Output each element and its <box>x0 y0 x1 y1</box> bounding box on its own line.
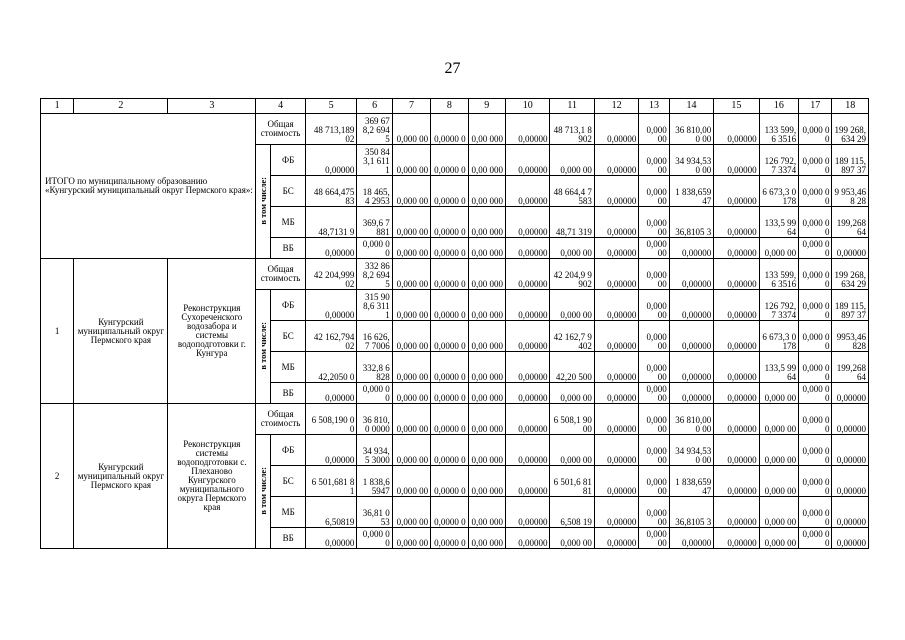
including-label-cell <box>256 435 271 549</box>
value-cell: 0,000 00 <box>550 383 594 404</box>
section-total-row <box>41 404 869 435</box>
value-cell: 0,00 000 <box>468 238 505 259</box>
value-cell: 369 678,2 6945 <box>357 114 392 145</box>
value-cell: 0,00000 <box>594 321 638 352</box>
value-cell: 369,6 7881 <box>357 207 392 238</box>
value-cell: 0,00000 <box>305 145 357 176</box>
value-cell: 0,0000 0 <box>431 352 468 383</box>
value-cell: 0,00000 <box>505 207 549 238</box>
value-cell: 0,000 00 <box>392 238 430 259</box>
value-cell: 0,000 00 <box>639 176 669 207</box>
value-cell: 0,00000 <box>594 259 638 290</box>
value-cell: 0,0000 0 <box>431 404 468 435</box>
value-cell: 0,000 00 <box>799 290 832 321</box>
value-cell: 48,71 319 <box>550 207 594 238</box>
value-cell: 48 664,4 7583 <box>550 176 594 207</box>
value-cell: 0,000 00 <box>550 238 594 259</box>
value-cell: 0,000 00 <box>392 435 430 466</box>
value-cell: 0,00000 <box>594 404 638 435</box>
value-cell: 48 713,1 8902 <box>550 114 594 145</box>
value-cell: 36,8105 3 <box>669 497 713 528</box>
value-cell: 0,000 00 <box>799 528 832 549</box>
table-body <box>41 99 869 549</box>
value-cell: 0,00000 <box>594 435 638 466</box>
value-cell: 189 115,897 37 <box>832 290 869 321</box>
value-cell: 0,000 00 <box>392 321 430 352</box>
value-cell: 0,00000 <box>714 321 759 352</box>
total-cost-label: Общая стоимость <box>256 404 306 435</box>
value-cell: 332,8 6828 <box>357 352 392 383</box>
municipality-name: Кунгурский муниципальный округ Пермского края <box>74 404 168 549</box>
value-cell: 0,000 00 <box>392 352 430 383</box>
value-cell: 6 673,3 0178 <box>759 321 798 352</box>
header-cell: 7 <box>392 99 430 114</box>
value-cell: 0,00000 <box>505 321 549 352</box>
value-cell: 42 204,999 02 <box>305 259 357 290</box>
funding-source-label: ВБ <box>271 383 305 404</box>
value-cell: 0,00000 <box>669 290 713 321</box>
value-cell: 0,00 000 <box>468 352 505 383</box>
value-cell: 1 838,6 5947 <box>357 466 392 497</box>
value-cell: 0,000 00 <box>639 497 669 528</box>
value-cell: 0,000 00 <box>639 383 669 404</box>
value-cell: 199,268 64 <box>832 207 869 238</box>
serial-number: 2 <box>41 404 74 549</box>
value-cell: 0,000 00 <box>550 435 594 466</box>
value-cell: 0,0000 0 <box>431 497 468 528</box>
value-cell: 0,000 00 <box>639 466 669 497</box>
value-cell: 0,00 000 <box>468 290 505 321</box>
value-cell: 0,000 00 <box>799 259 832 290</box>
value-cell: 0,000 00 <box>392 176 430 207</box>
funding-source-label: БС <box>271 466 305 497</box>
value-cell: 0,000 00 <box>799 176 832 207</box>
page-number: 27 <box>444 60 461 77</box>
value-cell: 0,00000 <box>714 207 759 238</box>
value-cell: 0,000 00 <box>799 145 832 176</box>
value-cell: 0,000 00 <box>639 290 669 321</box>
value-cell: 6 508,1 9000 <box>550 404 594 435</box>
value-cell: 36,8105 3 <box>669 207 713 238</box>
header-cell: 14 <box>669 99 713 114</box>
value-cell: 0,00000 <box>594 238 638 259</box>
value-cell: 0,00000 <box>669 238 713 259</box>
value-cell: 0,000 00 <box>550 290 594 321</box>
value-cell: 0,0000 0 <box>431 259 468 290</box>
value-cell: 0,000 00 <box>639 238 669 259</box>
value-cell: 0,00000 <box>505 176 549 207</box>
value-cell: 48,7131 9 <box>305 207 357 238</box>
value-cell: 0,00 000 <box>468 466 505 497</box>
value-cell: 0,000 00 <box>799 238 832 259</box>
value-cell: 0,00000 <box>305 383 357 404</box>
value-cell: 0,0000 0 <box>431 383 468 404</box>
value-cell: 42 204,9 9902 <box>550 259 594 290</box>
value-cell: 0,00000 <box>714 404 759 435</box>
value-cell: 6 508,190 00 <box>305 404 357 435</box>
value-cell: 0,00000 <box>669 352 713 383</box>
value-cell: 42 162,7 9402 <box>550 321 594 352</box>
value-cell: 0,000 00 <box>799 404 832 435</box>
value-cell: 0,00000 <box>714 435 759 466</box>
value-cell: 34 934,530 00 <box>669 145 713 176</box>
value-cell: 0,00000 <box>832 497 869 528</box>
value-cell: 1 838,659 47 <box>669 466 713 497</box>
value-cell: 0,00 000 <box>468 207 505 238</box>
value-cell: 0,00000 <box>832 404 869 435</box>
value-cell: 9953,46 828 <box>832 321 869 352</box>
value-cell: 0,00000 <box>505 497 549 528</box>
value-cell: 0,000 00 <box>357 238 392 259</box>
value-cell: 0,000 00 <box>799 497 832 528</box>
header-cell: 8 <box>431 99 468 114</box>
value-cell: 199 268,634 29 <box>832 259 869 290</box>
value-cell: 0,0000 0 <box>431 466 468 497</box>
value-cell: 0,00 000 <box>468 321 505 352</box>
value-cell: 16 626,7 7006 <box>357 321 392 352</box>
value-cell: 133,5 9964 <box>759 352 798 383</box>
value-cell: 0,00000 <box>832 466 869 497</box>
municipality-name: Кунгурский муниципальный округ Пермского края <box>74 259 168 404</box>
value-cell: 0,000 00 <box>799 383 832 404</box>
value-cell: 0,00000 <box>594 114 638 145</box>
value-cell: 0,000 00 <box>639 352 669 383</box>
object-name: Реконструкция системы водоподготовки с. Плеханово Кунгурского муниципального округа Пермского края <box>168 404 256 549</box>
budget-table <box>40 98 869 549</box>
value-cell: 189 115,897 37 <box>832 145 869 176</box>
value-cell: 0,00000 <box>714 259 759 290</box>
value-cell: 0,00000 <box>594 466 638 497</box>
value-cell: 0,00000 <box>594 145 638 176</box>
value-cell: 34 934,530 00 <box>669 435 713 466</box>
header-cell: 5 <box>305 99 357 114</box>
value-cell: 0,00000 <box>832 383 869 404</box>
value-cell: 0,00000 <box>305 238 357 259</box>
section-total-title: ИТОГО по муниципальному образованию «Кунгурский муниципальный округ Пермского края»: <box>41 114 256 259</box>
funding-source-label: ФБ <box>271 145 305 176</box>
value-cell: 0,000 00 <box>392 114 430 145</box>
serial-number: 1 <box>41 259 74 404</box>
value-cell: 0,00000 <box>714 466 759 497</box>
header-cell: 10 <box>505 99 549 114</box>
value-cell: 0,000 00 <box>639 207 669 238</box>
including-label: в том числе: <box>257 176 268 225</box>
header-cell: 16 <box>759 99 798 114</box>
including-label-cell <box>256 290 271 404</box>
section-total-row <box>41 114 869 145</box>
value-cell: 0,000 00 <box>639 259 669 290</box>
value-cell: 0,00000 <box>714 238 759 259</box>
value-cell: 6 673,3 0178 <box>759 176 798 207</box>
value-cell: 0,0000 0 <box>431 321 468 352</box>
value-cell: 0,000 00 <box>639 114 669 145</box>
value-cell: 0,00000 <box>505 383 549 404</box>
value-cell: 0,00 000 <box>468 528 505 549</box>
value-cell: 0,00000 <box>505 352 549 383</box>
value-cell: 0,00000 <box>832 238 869 259</box>
value-cell: 332 868,2 6945 <box>357 259 392 290</box>
value-cell: 0,000 00 <box>392 466 430 497</box>
total-cost-label: Общая стоимость <box>256 114 306 145</box>
header-cell: 12 <box>594 99 638 114</box>
value-cell: 0,00000 <box>714 145 759 176</box>
value-cell: 126 792,7 3374 <box>759 145 798 176</box>
value-cell: 126 792,7 3374 <box>759 290 798 321</box>
including-label-cell <box>256 145 271 259</box>
value-cell: 0,000 00 <box>392 290 430 321</box>
funding-source-label: БС <box>271 321 305 352</box>
value-cell: 6 501,6 8181 <box>550 466 594 497</box>
value-cell: 42 162,794 02 <box>305 321 357 352</box>
value-cell: 0,00000 <box>505 145 549 176</box>
value-cell: 0,00000 <box>669 383 713 404</box>
value-cell: 133 599,6 3516 <box>759 259 798 290</box>
header-cell: 4 <box>256 99 306 114</box>
value-cell: 6 501,681 81 <box>305 466 357 497</box>
value-cell: 9 953,468 28 <box>832 176 869 207</box>
value-cell: 0,0000 0 <box>431 145 468 176</box>
value-cell: 0,000 00 <box>392 497 430 528</box>
value-cell: 0,0000 0 <box>431 290 468 321</box>
value-cell: 6,50819 <box>305 497 357 528</box>
value-cell: 0,00000 <box>714 383 759 404</box>
value-cell: 0,00 000 <box>468 145 505 176</box>
funding-source-label: МБ <box>271 207 305 238</box>
value-cell: 0,00000 <box>505 259 549 290</box>
value-cell: 0,000 00 <box>799 207 832 238</box>
value-cell: 0,00000 <box>305 435 357 466</box>
value-cell: 0,00000 <box>832 528 869 549</box>
value-cell: 0,00000 <box>714 176 759 207</box>
value-cell: 0,00000 <box>594 497 638 528</box>
header-cell: 17 <box>799 99 832 114</box>
section-total-row <box>41 259 869 290</box>
value-cell: 0,000 00 <box>759 238 798 259</box>
value-cell: 350 843,1 6111 <box>357 145 392 176</box>
value-cell: 6,508 19 <box>550 497 594 528</box>
value-cell: 0,000 00 <box>799 114 832 145</box>
value-cell: 0,00000 <box>305 528 357 549</box>
value-cell: 0,0000 0 <box>431 207 468 238</box>
value-cell: 0,00000 <box>714 290 759 321</box>
including-label: в том числе: <box>257 321 268 370</box>
value-cell: 0,00 000 <box>468 497 505 528</box>
value-cell: 133,5 9964 <box>759 207 798 238</box>
value-cell: 48 713,189 02 <box>305 114 357 145</box>
value-cell: 0,00000 <box>505 114 549 145</box>
value-cell: 0,00000 <box>505 435 549 466</box>
value-cell: 0,000 00 <box>392 383 430 404</box>
value-cell: 0,000 00 <box>799 466 832 497</box>
header-row <box>41 99 869 114</box>
value-cell: 0,000 00 <box>357 528 392 549</box>
value-cell: 0,00000 <box>714 528 759 549</box>
value-cell: 0,00000 <box>714 352 759 383</box>
value-cell: 0,00000 <box>505 404 549 435</box>
value-cell: 0,00000 <box>505 238 549 259</box>
funding-source-label: МБ <box>271 497 305 528</box>
value-cell: 0,00000 <box>505 528 549 549</box>
value-cell: 0,000 00 <box>639 321 669 352</box>
value-cell: 0,0000 0 <box>431 435 468 466</box>
value-cell: 0,00 000 <box>468 176 505 207</box>
funding-source-label: МБ <box>271 352 305 383</box>
header-cell: 1 <box>41 99 74 114</box>
value-cell: 0,00 000 <box>468 259 505 290</box>
value-cell: 42,2050 0 <box>305 352 357 383</box>
value-cell: 0,00000 <box>832 435 869 466</box>
including-label: в том числе: <box>257 466 268 515</box>
value-cell: 0,000 00 <box>759 404 798 435</box>
value-cell: 0,00000 <box>594 176 638 207</box>
header-cell: 2 <box>74 99 168 114</box>
funding-source-label: БС <box>271 176 305 207</box>
total-cost-label: Общая стоимость <box>256 259 306 290</box>
funding-source-label: ВБ <box>271 238 305 259</box>
value-cell: 133 599,6 3516 <box>759 114 798 145</box>
value-cell: 0,00000 <box>505 466 549 497</box>
object-name: Реконструкция Сухореченского водозабора и системы водоподготовки г. Кунгура <box>168 259 256 404</box>
value-cell: 0,000 00 <box>759 383 798 404</box>
value-cell: 0,000 00 <box>392 528 430 549</box>
value-cell: 0,00000 <box>669 528 713 549</box>
funding-source-label: ВБ <box>271 528 305 549</box>
value-cell: 36 810,000 00 <box>669 114 713 145</box>
value-cell: 36 810,0 0000 <box>357 404 392 435</box>
value-cell: 0,0000 0 <box>431 238 468 259</box>
value-cell: 0,000 00 <box>639 435 669 466</box>
value-cell: 0,00 000 <box>468 114 505 145</box>
value-cell: 0,000 00 <box>392 207 430 238</box>
value-cell: 36,81 053 <box>357 497 392 528</box>
header-cell: 13 <box>639 99 669 114</box>
value-cell: 0,000 00 <box>639 404 669 435</box>
value-cell: 0,000 00 <box>357 383 392 404</box>
value-cell: 0,000 00 <box>550 145 594 176</box>
value-cell: 0,00000 <box>594 290 638 321</box>
value-cell: 0,000 00 <box>639 528 669 549</box>
value-cell: 0,00000 <box>594 383 638 404</box>
value-cell: 0,000 00 <box>550 528 594 549</box>
value-cell: 0,00000 <box>714 497 759 528</box>
value-cell: 0,0000 0 <box>431 528 468 549</box>
value-cell: 0,000 00 <box>799 435 832 466</box>
header-cell: 3 <box>168 99 256 114</box>
value-cell: 34 934,5 3000 <box>357 435 392 466</box>
value-cell: 18 465,4 2953 <box>357 176 392 207</box>
value-cell: 199,268 64 <box>832 352 869 383</box>
value-cell: 0,000 00 <box>799 321 832 352</box>
value-cell: 0,00 000 <box>468 383 505 404</box>
value-cell: 0,00000 <box>714 114 759 145</box>
value-cell: 0,00000 <box>505 290 549 321</box>
value-cell: 42,20 500 <box>550 352 594 383</box>
value-cell: 0,000 00 <box>759 435 798 466</box>
value-cell: 0,00 000 <box>468 435 505 466</box>
funding-source-label: ФБ <box>271 435 305 466</box>
value-cell: 0,000 00 <box>799 352 832 383</box>
header-cell: 11 <box>550 99 594 114</box>
value-cell: 199 268,634 29 <box>832 114 869 145</box>
value-cell: 0,0000 0 <box>431 176 468 207</box>
value-cell: 0,00000 <box>305 290 357 321</box>
funding-source-label: ФБ <box>271 290 305 321</box>
value-cell: 0,000 00 <box>639 145 669 176</box>
value-cell: 48 664,475 83 <box>305 176 357 207</box>
value-cell: 0,000 00 <box>392 145 430 176</box>
header-cell: 18 <box>832 99 869 114</box>
value-cell: 0,000 00 <box>759 497 798 528</box>
value-cell: 1 838,659 47 <box>669 176 713 207</box>
value-cell: 0,00000 <box>669 259 713 290</box>
value-cell: 0,000 00 <box>392 259 430 290</box>
value-cell: 0,000 00 <box>392 404 430 435</box>
value-cell: 0,000 00 <box>759 528 798 549</box>
value-cell: 0,000 00 <box>759 466 798 497</box>
header-cell: 6 <box>357 99 392 114</box>
value-cell: 0,00000 <box>594 352 638 383</box>
value-cell: 0,00000 <box>669 321 713 352</box>
value-cell: 0,00000 <box>594 528 638 549</box>
value-cell: 0,00 000 <box>468 404 505 435</box>
header-cell: 9 <box>468 99 505 114</box>
value-cell: 0,00000 <box>594 207 638 238</box>
value-cell: 0,0000 0 <box>431 114 468 145</box>
header-cell: 15 <box>714 99 759 114</box>
value-cell: 36 810,000 00 <box>669 404 713 435</box>
value-cell: 315 908,6 3111 <box>357 290 392 321</box>
